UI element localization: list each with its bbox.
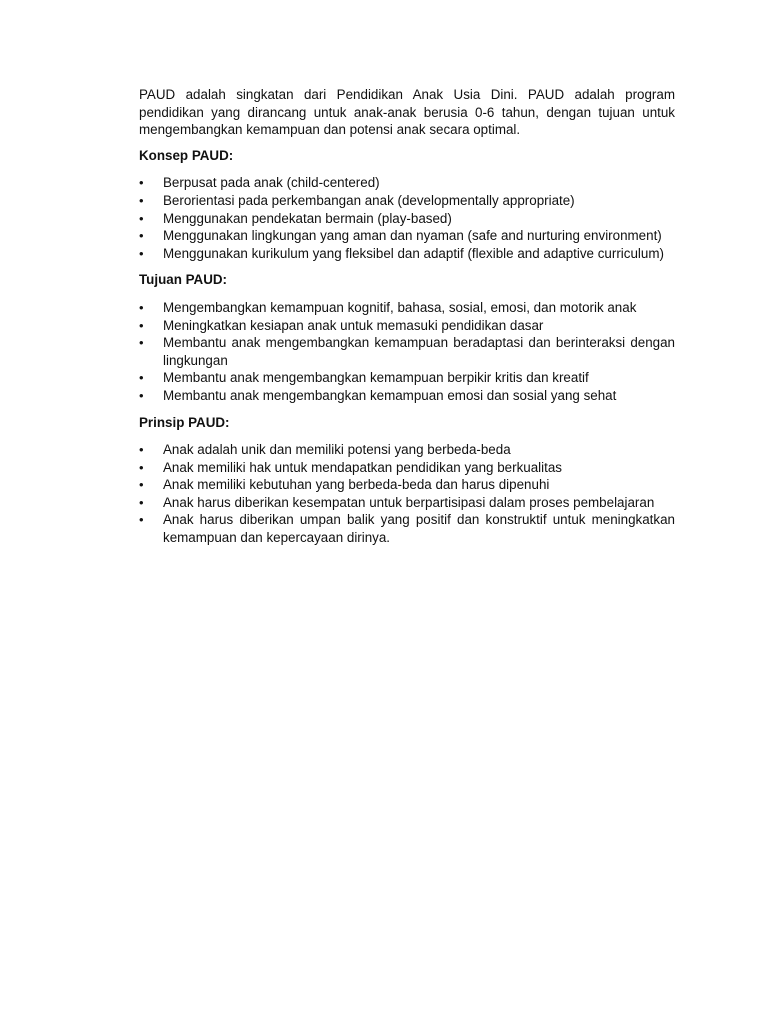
list-item-text: Anak memiliki kebutuhan yang berbeda-beda dan harus dipenuhi <box>163 477 550 493</box>
section-title-konsep: Konsep PAUD: <box>139 147 234 163</box>
bullet-icon: • <box>139 299 144 315</box>
list-item-text: Menggunakan pendekatan bermain (play-based) <box>163 210 452 226</box>
list-item-text: Anak memiliki hak untuk mendapatkan pendidikan yang berkualitas <box>163 459 562 475</box>
bullet-icon: • <box>139 192 144 208</box>
intro-paragraph: PAUD adalah singkatan dari Pendidikan Anak Usia Dini. PAUD adalah program pendidikan yang dirancang untuk anak-anak berusia 0-6 tahun, dengan tujuan untuk mengembangkan kemampuan dan potensi anak secara optimal. <box>139 87 675 138</box>
list-item <box>139 210 675 228</box>
list-item <box>139 317 675 335</box>
list-item-text: Berpusat pada anak (child-centered) <box>163 175 380 191</box>
list-item <box>139 245 675 263</box>
list-item <box>139 299 675 317</box>
list-item-text: Membantu anak mengembangkan kemampuan emosi dan sosial yang sehat <box>163 387 617 403</box>
list-item-text: Anak adalah unik dan memiliki potensi yang berbeda-beda <box>163 442 511 458</box>
konsep-list <box>139 174 675 262</box>
list-item-text: Meningkatkan kesiapan anak untuk memasuki pendidikan dasar <box>163 317 544 333</box>
list-item <box>139 369 675 387</box>
bullet-icon: • <box>139 512 144 528</box>
prinsip-list <box>139 441 675 547</box>
list-item-text: Mengembangkan kemampuan kognitif, bahasa, sosial, emosi, dan motorik anak <box>163 299 637 315</box>
bullet-icon: • <box>139 210 144 226</box>
bullet-icon: • <box>139 477 144 493</box>
list-item <box>139 387 675 405</box>
bullet-icon: • <box>139 442 144 458</box>
bullet-icon: • <box>139 317 144 333</box>
tujuan-list <box>139 299 675 405</box>
list-item <box>139 476 675 494</box>
bullet-icon: • <box>139 459 144 475</box>
bullet-icon: • <box>139 370 144 386</box>
list-item-text: Membantu anak mengembangkan kemampuan berpikir kritis dan kreatif <box>163 370 589 386</box>
list-item-text: Menggunakan kurikulum yang fleksibel dan adaptif (flexible and adaptive curriculum) <box>163 245 664 261</box>
list-item <box>139 174 675 192</box>
bullet-icon: • <box>139 245 144 261</box>
bullet-icon: • <box>139 228 144 244</box>
section-title-prinsip: Prinsip PAUD: <box>139 414 230 430</box>
bullet-icon: • <box>139 175 144 191</box>
section-title-tujuan: Tujuan PAUD: <box>139 272 228 288</box>
list-item-text: Membantu anak mengembangkan kemampuan beradaptasi dan berinteraksi dengan lingkungan <box>163 335 675 368</box>
list-item-text: Anak harus diberikan kesempatan untuk berpartisipasi dalam proses pembelajaran <box>163 494 655 510</box>
list-item <box>139 494 675 512</box>
bullet-icon: • <box>139 387 144 403</box>
list-item-text: Anak harus diberikan umpan balik yang positif dan konstruktif untuk meningkatkan kemampuan dan kepercayaan dirinya. <box>163 512 675 546</box>
list-item <box>139 511 675 546</box>
list-item-text: Berorientasi pada perkembangan anak (developmentally appropriate) <box>163 192 575 208</box>
list-item-text: Menggunakan lingkungan yang aman dan nyaman (safe and nurturing environment) <box>163 228 662 244</box>
list-item <box>139 227 675 245</box>
document-page <box>139 86 675 556</box>
list-item <box>139 192 675 210</box>
list-item <box>139 459 675 477</box>
bullet-icon: • <box>139 494 144 510</box>
list-item <box>139 441 675 459</box>
list-item <box>139 334 675 369</box>
bullet-icon: • <box>139 335 144 351</box>
